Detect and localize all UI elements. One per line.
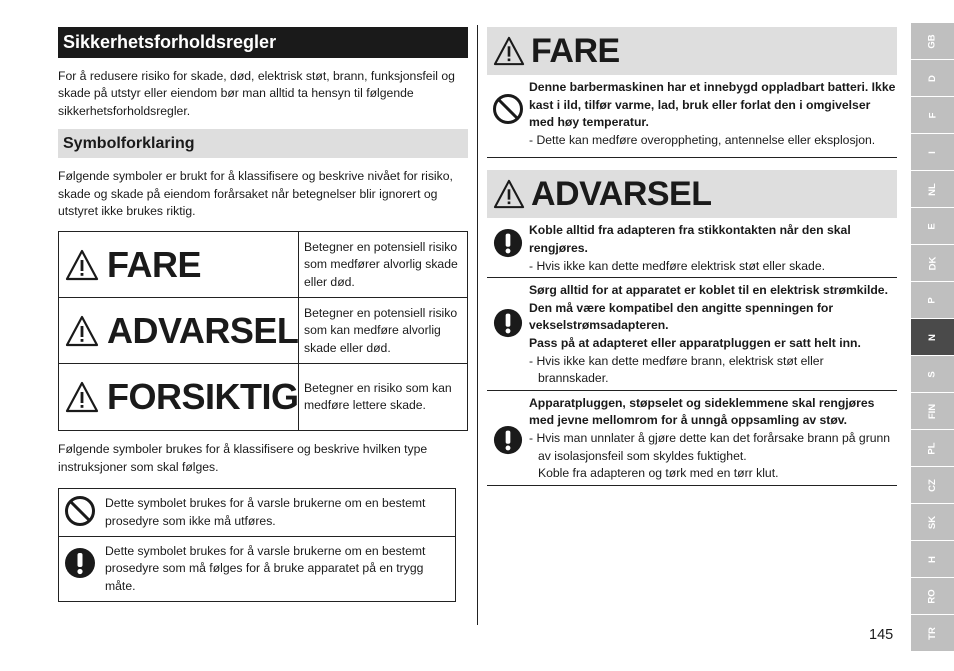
language-tab-nl[interactable]: NL — [911, 171, 954, 208]
advarsel-note: - Hvis man unnlater å gjøre dette kan det forårsake brann på grunn av isolasjonsfeil som skyldes fuktighet. — [529, 430, 891, 463]
column-divider — [477, 25, 478, 625]
signal-description: Betegner en potensiell risiko som medfører alvorlig skade eller død. — [304, 239, 458, 289]
fare-banner — [487, 27, 897, 75]
advarsel-entry — [487, 278, 897, 391]
language-tab-i[interactable]: I — [911, 134, 954, 171]
advarsel-banner — [487, 170, 897, 218]
prohibition-icon — [64, 495, 96, 527]
symbol-intro-paragraph: Følgende symboler er brukt for å klassifisere og beskrive nivået for risiko, skade og skade på eiendom forårsaket når betegnelser blir ignorert og utstyret ikke brukes riktig. — [58, 169, 453, 219]
language-tab-dk[interactable]: DK — [911, 245, 954, 282]
language-tab-fin[interactable]: FIN — [911, 393, 954, 430]
language-tab-h[interactable]: H — [911, 541, 954, 578]
symbol-table — [58, 488, 456, 602]
fare-title: FARE — [531, 31, 620, 70]
advarsel-instruction: Pass på at adapteret eller apparatpluggen er satt helt inn. — [529, 335, 861, 350]
advarsel-instruction: Sørg alltid for at apparatet er koblet til en elektrisk strømkilde. Den må være kompatibel den angitte spenningen for vekselstrømsadapteren. — [529, 283, 888, 333]
warning-triangle-icon — [65, 381, 99, 413]
warning-triangle-icon — [493, 36, 525, 66]
signal-word: ADVARSEL — [107, 309, 299, 351]
language-tab-ro[interactable]: RO — [911, 578, 954, 615]
warning-triangle-icon — [65, 315, 99, 347]
signal-row-fare — [59, 232, 467, 298]
warning-triangle-icon — [65, 249, 99, 281]
mandatory-icon — [493, 228, 523, 258]
mandatory-icon — [493, 425, 523, 455]
advarsel-instruction: Apparatpluggen, støpselet og sideklemmene skal rengjøres med jevne mellomrom for å unngå oppsamling av støv. — [529, 395, 875, 428]
advarsel-note: - Hvis ikke kan dette medføre brann, elektrisk støt eller brannskader. — [529, 353, 824, 386]
intro-paragraph: For å redusere risiko for skade, død, elektrisk støt, brann, funksjonsfeil og skade på utstyr eller eiendom bør man alltid ta hensyn til følgende sikkerhetsforholdsregler. — [58, 69, 455, 118]
signal-word: FARE — [107, 243, 202, 285]
language-tab-cz[interactable]: CZ — [911, 467, 954, 504]
language-tab-s[interactable]: S — [911, 356, 954, 393]
page-number: 145 — [869, 627, 894, 643]
language-tab-f[interactable]: F — [911, 97, 954, 134]
language-tab-n[interactable]: N — [911, 319, 954, 356]
signal-row-advarsel — [59, 298, 467, 364]
mandatory-icon — [64, 547, 96, 579]
prohibition-icon — [492, 93, 524, 125]
language-tab-e[interactable]: E — [911, 208, 954, 245]
advarsel-note: Koble fra adapteren og tørk med en tørr klut. — [538, 466, 779, 481]
signal-description: Betegner en risiko som kan medføre lettere skade. — [304, 381, 452, 413]
advarsel-instruction: Koble alltid fra adapteren fra stikkontakten når den skal rengjøres. — [529, 223, 851, 255]
fare-note: - Dette kan medføre overoppheting, antennelse eller eksplosjon. — [529, 132, 876, 147]
language-tab-sk[interactable]: SK — [911, 504, 954, 541]
language-tabs — [911, 23, 954, 652]
section-heading: Sikkerhetsforholdsregler — [58, 27, 468, 58]
language-tab-d[interactable]: D — [911, 60, 954, 97]
warning-triangle-icon — [493, 179, 525, 209]
fare-instruction: Denne barbermaskinen har et innebygd oppladbart batteri. Ikke kast i ild, tilfør varme, lad, bruk eller forlat den i omgivelser med høy temperatur. — [529, 80, 896, 130]
symbol-row-prohibition — [59, 489, 455, 537]
type-intro-paragraph: Følgende symboler brukes for å klassifisere og beskrive hvilken type instruksjoner som skal følges. — [58, 442, 428, 474]
signal-word-table — [58, 231, 468, 431]
advarsel-entry — [487, 391, 897, 486]
language-tab-gb[interactable]: GB — [911, 23, 954, 60]
advarsel-title: ADVARSEL — [531, 174, 712, 213]
fare-entry — [487, 75, 897, 158]
language-tab-pl[interactable]: PL — [911, 430, 954, 467]
mandatory-icon — [493, 308, 523, 338]
advarsel-note: - Hvis ikke kan dette medføre elektrisk støt eller skade. — [529, 258, 825, 273]
language-tab-p[interactable]: P — [911, 282, 954, 319]
language-tab-tr[interactable]: TR — [911, 615, 954, 652]
left-column — [58, 27, 468, 602]
symbol-description: Dette symbolet brukes for å varsle brukerne om en bestemt prosedyre som må følges for å bruke apparatet på en trygg måte. — [105, 544, 426, 593]
right-column — [487, 27, 897, 486]
signal-row-forsiktig — [59, 364, 467, 430]
advarsel-entry — [487, 218, 897, 278]
signal-description: Betegner en potensiell risiko som kan medføre alvorlig skade eller død. — [304, 305, 458, 355]
symbol-heading: Symbolforklaring — [58, 129, 468, 158]
symbol-row-mandatory — [59, 537, 455, 601]
signal-word: FORSIKTIG — [107, 376, 299, 418]
symbol-description: Dette symbolet brukes for å varsle brukerne om en bestemt prosedyre som ikke må utføres. — [105, 496, 426, 528]
